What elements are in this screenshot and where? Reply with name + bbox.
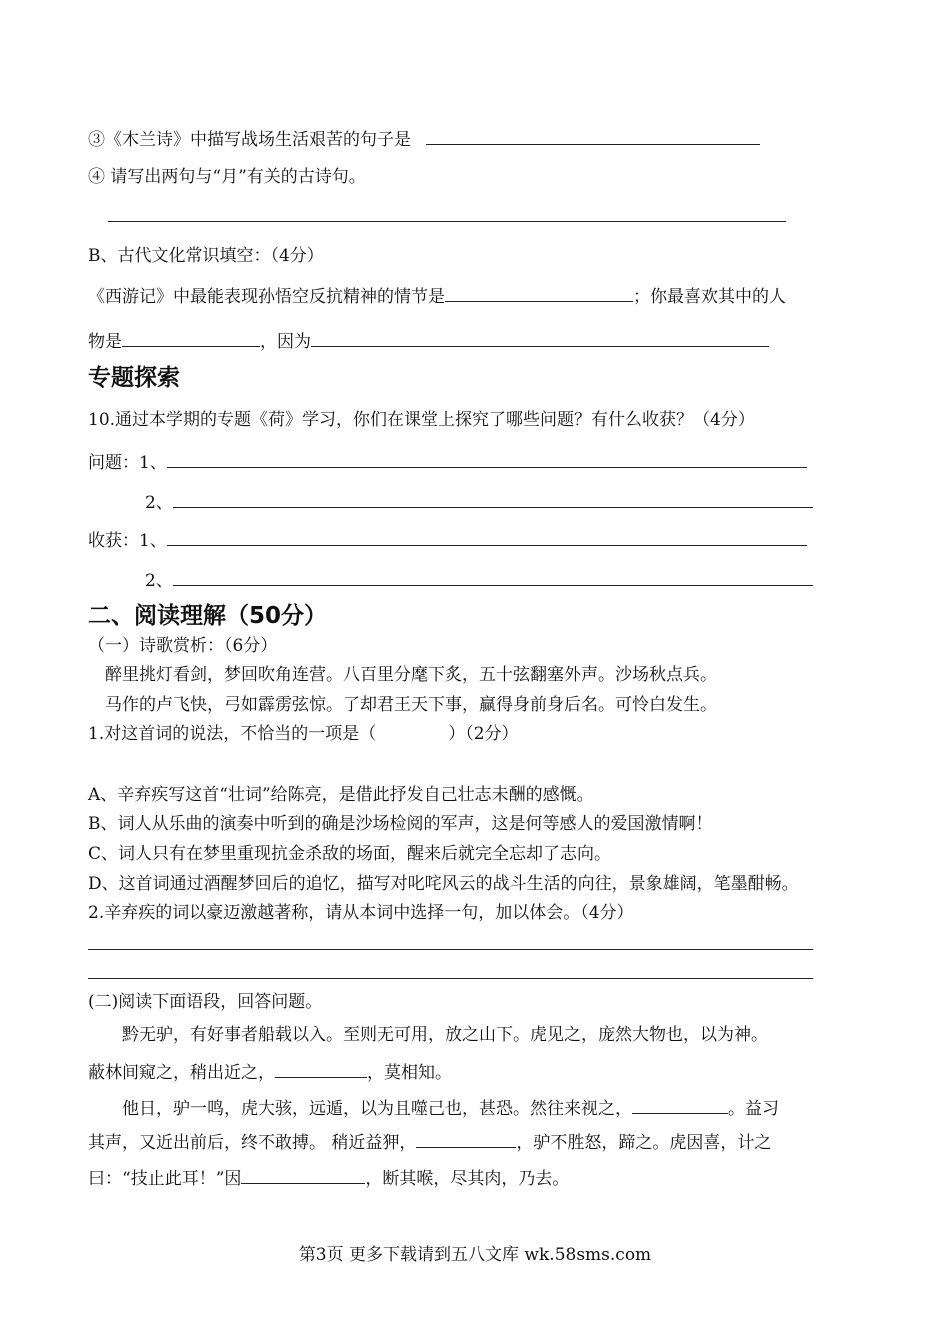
gain-2	[145, 568, 813, 592]
prose-line-2-text-b: ，莫相知。	[367, 1063, 452, 1083]
gain-2-label: 2、	[145, 571, 173, 591]
option-a: A、辛弃疾写这首“壮词”给陈亮，是借此抒发自己壮志未酬的感慨。	[88, 785, 594, 805]
question-2: 2.辛弃疾的词以豪迈激越著称，请从本词中选择一句，加以体会。（4分）	[88, 903, 634, 923]
prose-line-4-text-b: ，驴不胜怒，蹄之。虎因喜，计之	[516, 1133, 772, 1153]
topic-heading: 专题探索	[88, 365, 180, 391]
option-c: C、词人只有在梦里重现抗金杀敌的场面，醒来后就完全忘却了志向。	[88, 844, 612, 864]
question-4: ④ 请写出两句与“月”有关的古诗句。	[88, 167, 366, 187]
culture-title: B、古代文化常识填空：（4分）	[88, 246, 324, 266]
poem-line-1: 醉里挑灯看剑，梦回吹角连营。八百里分麾下炙，五十弦翻塞外声。沙场秋点兵。	[105, 665, 717, 685]
answer-blank[interactable]	[426, 127, 760, 145]
problem-2	[145, 490, 813, 514]
answer-blank[interactable]	[173, 490, 813, 508]
answer-blank[interactable]	[122, 329, 260, 347]
question-3-text: ③《木兰诗》中描写战场生活艰苦的句子是	[88, 130, 411, 150]
prose-line-5	[88, 1166, 569, 1190]
culture-line-2-text-a: 物是	[88, 332, 122, 352]
answer-blank[interactable]	[416, 1130, 516, 1148]
gain-1-label: 收获：1、	[88, 531, 167, 551]
question-1-text-a: 1.对这首词的说法，不恰当的一项是（	[88, 724, 377, 744]
prose-title: (二)阅读下面语段，回答问题。	[88, 992, 323, 1012]
question-10: 10.通过本学期的专题《荷》学习，你们在课堂上探究了哪些问题？有什么收获？（4分）	[88, 410, 755, 430]
poem-line-2: 马作的卢飞快，弓如霹雳弦惊。了却君王天下事，赢得身前身后名。可怜白发生。	[105, 695, 717, 715]
culture-line-1	[88, 284, 786, 308]
prose-line-4-text-a: 其声，又近出前后，终不敢搏。 稍近益狎，	[88, 1133, 417, 1153]
poem-title: （一）诗歌赏析：（6分）	[88, 636, 278, 656]
prose-line-5-text-b: ，断其喉，尽其肉，乃去。	[365, 1169, 570, 1189]
page-footer: 第3页 更多下载请到五八文库 wk.58sms.com	[298, 1245, 652, 1265]
prose-line-2-text-a: 蔽林间窥之，稍出近之，	[88, 1063, 275, 1083]
culture-line-1-text-b: ；你最喜欢其中的人	[633, 287, 786, 307]
culture-line-2	[88, 329, 769, 353]
answer-blank[interactable]	[167, 450, 807, 468]
question-3	[88, 127, 760, 151]
prose-line-5-text-a: 曰：“技止此耳！”因	[88, 1169, 242, 1189]
reading-heading: 二、阅读理解（50分）	[88, 603, 328, 629]
answer-blank[interactable]	[445, 284, 633, 302]
answer-line[interactable]	[108, 221, 786, 222]
answer-line[interactable]	[88, 949, 813, 950]
option-b: B、词人从乐曲的演奏中听到的确是沙场检阅的军声，这是何等感人的爱国激情啊！	[88, 814, 713, 834]
option-d: D、这首词通过酒醒梦回后的追忆，描写对叱咤风云的战斗生活的向往，景象雄阔，笔墨酣畅。	[88, 874, 799, 894]
answer-blank[interactable]	[632, 1096, 728, 1114]
culture-line-1-text-a: 《西游记》中最能表现孙悟空反抗精神的情节是	[88, 287, 445, 307]
answer-blank[interactable]	[167, 528, 807, 546]
prose-line-3-text-a: 他日，驴一鸣，虎大骇，远遁，以为且噬己也，甚恐。然往来视之，	[122, 1099, 632, 1119]
prose-line-3	[122, 1096, 779, 1120]
prose-line-3-text-b: 。益习	[728, 1099, 779, 1119]
prose-line-1: 黔无驴，有好事者船载以入。至则无可用，放之山下。虎见之，庞然大物也，以为神。	[122, 1025, 768, 1045]
answer-blank[interactable]	[173, 568, 813, 586]
problem-2-label: 2、	[145, 493, 173, 513]
culture-line-2-text-b: ，因为	[260, 332, 311, 352]
answer-blank[interactable]	[241, 1166, 365, 1184]
prose-line-4	[88, 1130, 771, 1154]
problem-1-label: 问题：1、	[88, 453, 167, 473]
answer-blank[interactable]	[311, 329, 769, 347]
question-1-text-b: ）（2分）	[448, 724, 519, 744]
prose-line-2	[88, 1060, 452, 1084]
problem-1	[88, 450, 807, 474]
gain-1	[88, 528, 807, 552]
question-1	[88, 723, 519, 745]
answer-blank[interactable]	[275, 1060, 367, 1078]
answer-line[interactable]	[88, 978, 813, 979]
